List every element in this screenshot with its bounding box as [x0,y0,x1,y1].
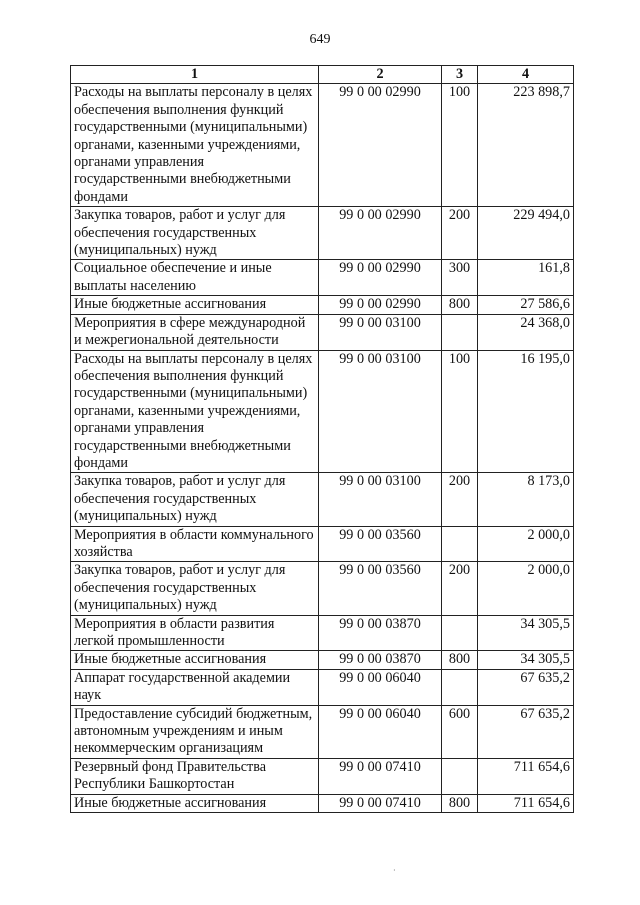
row-name-cell: Иные бюджетные ассигнования [71,794,319,812]
row-code-cell: 99 0 00 06040 [319,705,442,758]
row-type-cell: 200 [442,207,478,260]
row-code-cell: 99 0 00 07410 [319,758,442,794]
row-type-cell: 800 [442,651,478,669]
budget-table [70,65,574,813]
row-name-cell: Расходы на выплаты персоналу в целях обеспечения выполнения функций государственными (муниципальными) органами, казенными учреждениями, органами управления государственными внебюджетными фондами [71,350,319,473]
table-row [71,296,574,314]
row-type-cell [442,615,478,651]
row-code-cell: 99 0 00 03870 [319,615,442,651]
row-type-cell: 200 [442,562,478,615]
row-name-cell: Предоставление субсидий бюджетным, автономным учреждениям и иным некоммерческим организациям [71,705,319,758]
row-code-cell: 99 0 00 02990 [319,84,442,207]
header-col-3: 3 [442,66,478,84]
header-col-2: 2 [319,66,442,84]
row-type-cell [442,314,478,350]
row-amount-cell: 27 586,6 [478,296,574,314]
row-type-cell: 300 [442,260,478,296]
row-code-cell: 99 0 00 03560 [319,562,442,615]
row-type-cell: 800 [442,794,478,812]
row-amount-cell: 67 635,2 [478,705,574,758]
table-row [71,615,574,651]
row-name-cell: Иные бюджетные ассигнования [71,296,319,314]
row-code-cell: 99 0 00 02990 [319,296,442,314]
row-type-cell [442,526,478,562]
row-type-cell [442,758,478,794]
row-code-cell: 99 0 00 03100 [319,314,442,350]
row-code-cell: 99 0 00 03100 [319,473,442,526]
row-amount-cell: 711 654,6 [478,794,574,812]
row-code-cell: 99 0 00 06040 [319,669,442,705]
row-name-cell: Мероприятия в области развития легкой промышленности [71,615,319,651]
table-row [71,562,574,615]
row-name-cell: Аппарат государственной академии наук [71,669,319,705]
row-amount-cell: 34 305,5 [478,651,574,669]
row-amount-cell: 223 898,7 [478,84,574,207]
table-row [71,314,574,350]
row-amount-cell: 8 173,0 [478,473,574,526]
row-name-cell: Закупка товаров, работ и услуг для обеспечения государственных (муниципальных) нужд [71,207,319,260]
row-amount-cell: 34 305,5 [478,615,574,651]
table-row [71,669,574,705]
row-amount-cell: 2 000,0 [478,562,574,615]
row-code-cell: 99 0 00 03560 [319,526,442,562]
table-body [71,84,574,813]
table-row [71,350,574,473]
row-code-cell: 99 0 00 02990 [319,207,442,260]
row-code-cell: 99 0 00 03870 [319,651,442,669]
page-number: 649 [309,32,331,47]
header-col-1: 1 [71,66,319,84]
header-col-4: 4 [478,66,574,84]
table-row [71,473,574,526]
row-amount-cell: 229 494,0 [478,207,574,260]
table-row [71,705,574,758]
row-amount-cell: 2 000,0 [478,526,574,562]
row-name-cell: Мероприятия в области коммунального хозяйства [71,526,319,562]
table-header-row [71,66,574,84]
row-type-cell [442,669,478,705]
row-name-cell: Расходы на выплаты персоналу в целях обеспечения выполнения функций государственными (муниципальными) органами, казенными учреждениями, органами управления государственными внебюджетными фондами [71,84,319,207]
row-type-cell: 100 [442,84,478,207]
row-name-cell: Резервный фонд Правительства Республики Башкортостан [71,758,319,794]
row-type-cell: 800 [442,296,478,314]
row-amount-cell: 67 635,2 [478,669,574,705]
row-type-cell: 100 [442,350,478,473]
row-amount-cell: 16 195,0 [478,350,574,473]
row-type-cell: 200 [442,473,478,526]
row-name-cell: Социальное обеспечение и иные выплаты населению [71,260,319,296]
row-amount-cell: 711 654,6 [478,758,574,794]
row-type-cell: 600 [442,705,478,758]
row-code-cell: 99 0 00 03100 [319,350,442,473]
row-code-cell: 99 0 00 07410 [319,794,442,812]
table-row [71,84,574,207]
row-amount-cell: 161,8 [478,260,574,296]
row-name-cell: Мероприятия в сфере международной и межрегиональной деятельности [71,314,319,350]
row-name-cell: Закупка товаров, работ и услуг для обеспечения государственных (муниципальных) нужд [71,562,319,615]
table-row [71,794,574,812]
row-name-cell: Закупка товаров, работ и услуг для обеспечения государственных (муниципальных) нужд [71,473,319,526]
row-code-cell: 99 0 00 02990 [319,260,442,296]
table-row [71,651,574,669]
table-row [71,526,574,562]
table-row [71,260,574,296]
scan-dot: · [393,866,396,875]
table-row [71,207,574,260]
table-row [71,758,574,794]
row-amount-cell: 24 368,0 [478,314,574,350]
row-name-cell: Иные бюджетные ассигнования [71,651,319,669]
